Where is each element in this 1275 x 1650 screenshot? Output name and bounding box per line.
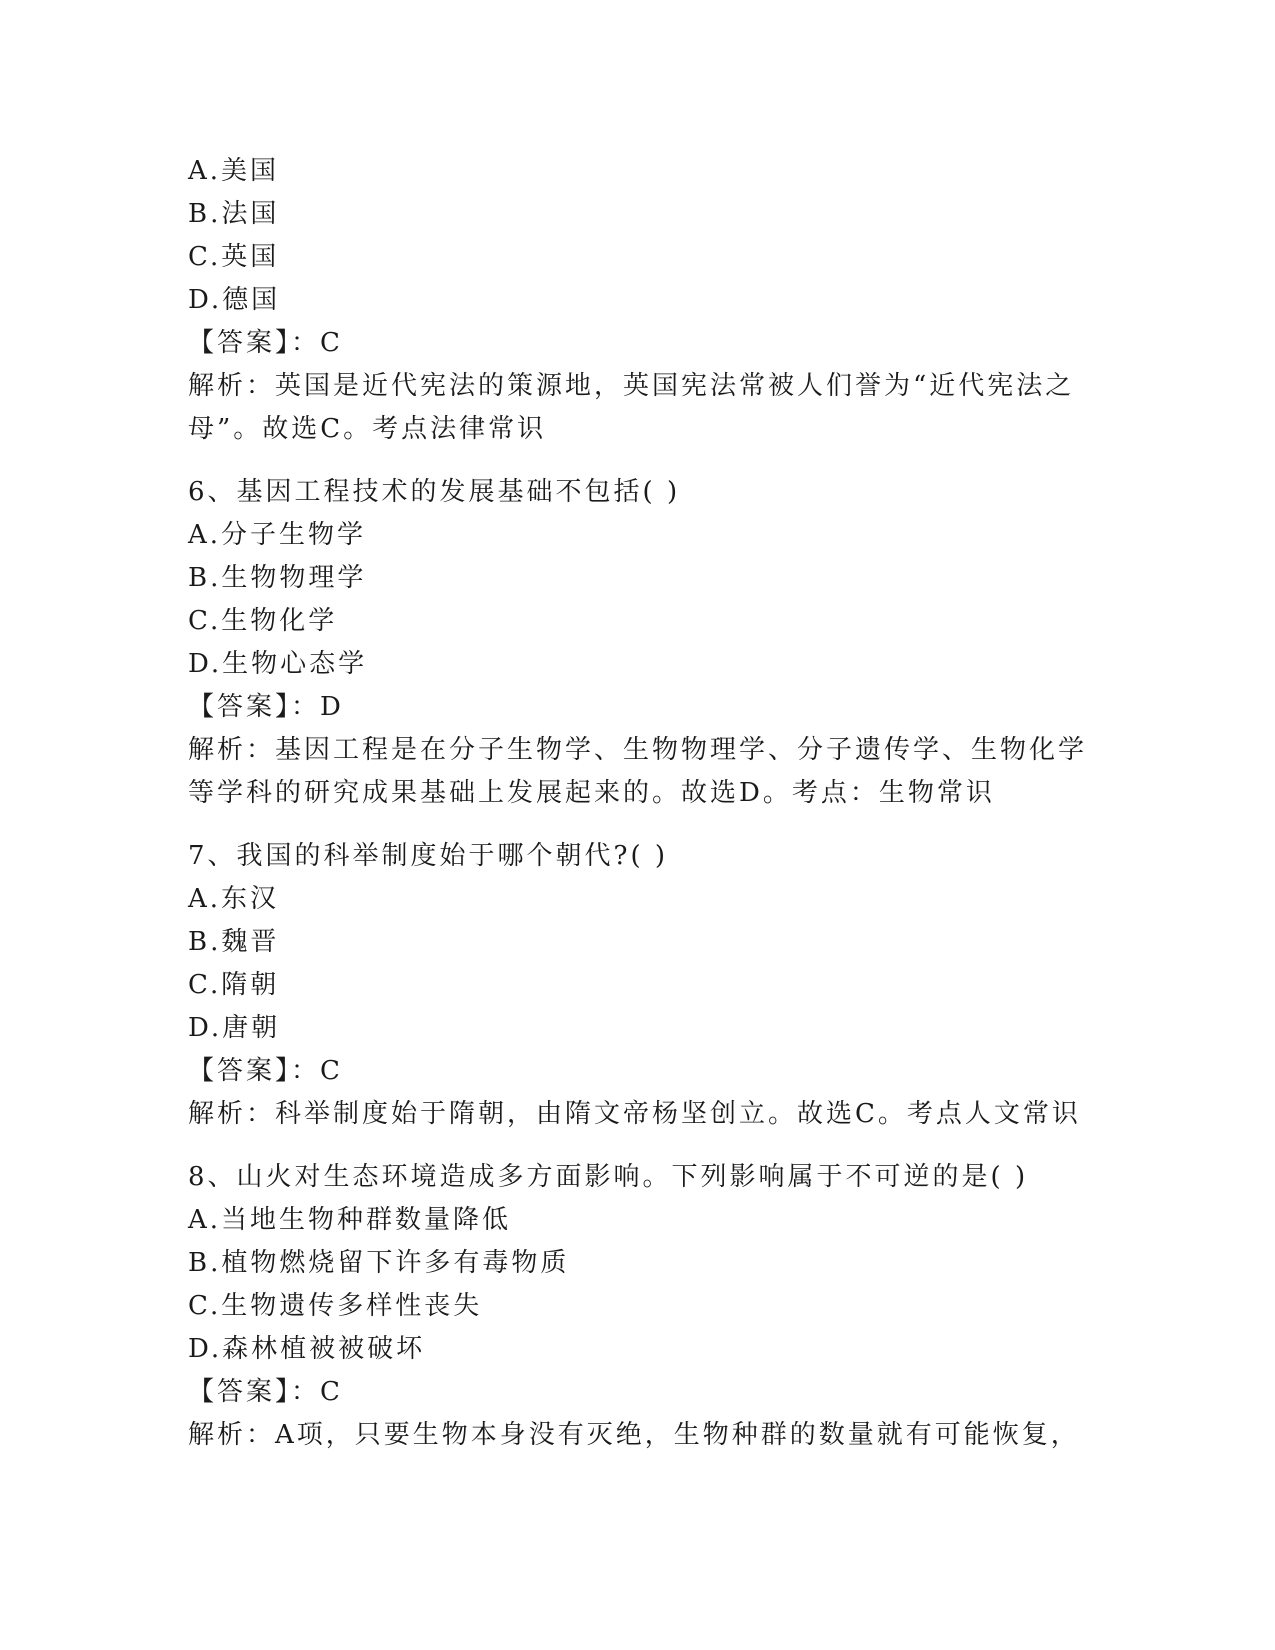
question-text: 8、山火对生态环境造成多方面影响。下列影响属于不可逆的是( ): [188, 1162, 1029, 1192]
option-a: A.东汉: [188, 884, 280, 914]
answer-line: 【答案】：C: [188, 1056, 343, 1086]
explanation-text: 解析：A项，只要生物本身没有灭绝，生物种群的数量就有可能恢复，: [188, 1420, 1080, 1450]
option-a: A.美国: [188, 156, 280, 186]
option-c: C.隋朝: [188, 970, 280, 1000]
explanation-text: 解析：英国是近代宪法的策源地，英国宪法常被人们誉为“近代宪法之母”。故选C。考点法律常识: [188, 371, 1075, 444]
option-c: C.生物化学: [188, 606, 338, 636]
option-b: B.法国: [188, 199, 280, 229]
option-c: C.生物遗传多样性丧失: [188, 1291, 483, 1321]
option-d: D.唐朝: [188, 1013, 281, 1043]
question-block-5: [188, 150, 1088, 451]
option-b: B.植物燃烧留下许多有毒物质: [188, 1248, 570, 1278]
answer-line: 【答案】：C: [188, 1377, 343, 1407]
question-text: 6、基因工程技术的发展基础不包括( ): [188, 477, 681, 507]
option-d: D.生物心态学: [188, 649, 368, 679]
explanation-text: 解析：基因工程是在分子生物学、生物物理学、分子遗传学、生物化学等学科的研究成果基础上发展起来的。故选D。考点：生物常识: [188, 735, 1088, 808]
spacer: [188, 451, 1088, 471]
answer-line: 【答案】：C: [188, 328, 343, 358]
question-block-8: [188, 1156, 1088, 1457]
question-text: 7、我国的科举制度始于哪个朝代?( ): [188, 841, 669, 871]
option-d: D.德国: [188, 285, 281, 315]
answer-line: 【答案】：D: [188, 692, 344, 722]
option-b: B.生物物理学: [188, 563, 367, 593]
spacer: [188, 815, 1088, 835]
option-a: A.当地生物种群数量降低: [188, 1205, 512, 1235]
option-a: A.分子生物学: [188, 520, 367, 550]
spacer: [188, 1136, 1088, 1156]
document-page: [188, 150, 1088, 1457]
option-c: C.英国: [188, 242, 280, 272]
question-block-6: [188, 471, 1088, 815]
option-d: D.森林植被被破坏: [188, 1334, 426, 1364]
option-b: B.魏晋: [188, 927, 280, 957]
explanation-text: 解析：科举制度始于隋朝，由隋文帝杨坚创立。故选C。考点人文常识: [188, 1099, 1081, 1129]
question-block-7: [188, 835, 1088, 1136]
